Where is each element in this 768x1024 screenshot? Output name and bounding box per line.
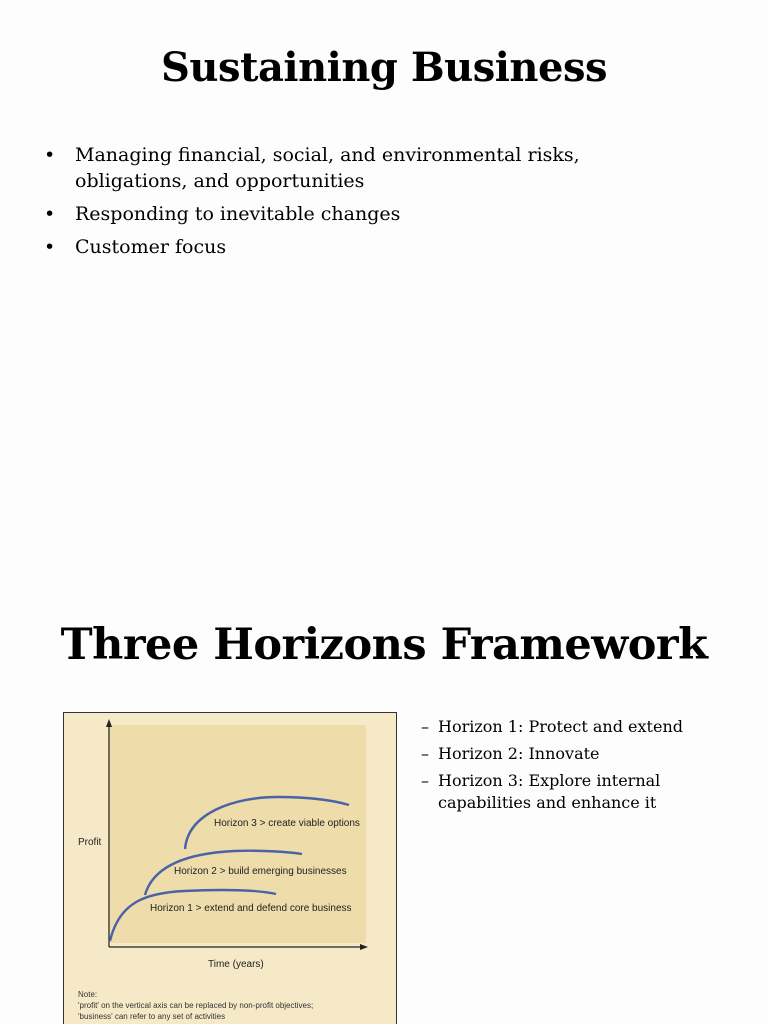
list-item	[421, 770, 751, 814]
horizon-1-label: Horizon 1 > extend and defend core business	[150, 903, 352, 914]
list-item	[44, 234, 664, 260]
bullet-text: Responding to inevitable changes	[75, 203, 401, 225]
horizon-3-label: Horizon 3 > create viable options	[214, 818, 360, 829]
bullet-list	[44, 142, 664, 267]
dash-marker: –	[421, 771, 429, 790]
bullet-text: Customer focus	[75, 236, 227, 258]
note-line: 'profit' on the vertical axis can be replaced by non-profit objectives;	[78, 1001, 314, 1010]
x-axis-arrow-icon	[360, 944, 368, 950]
x-axis-label: Time (years)	[208, 959, 264, 970]
bullet-text: Horizon 2: Innovate	[438, 744, 600, 763]
slide-title: Three Horizons Framework	[60, 620, 708, 670]
y-axis-label: Profit	[78, 837, 102, 848]
dash-marker: –	[421, 744, 429, 763]
bullet-marker: •	[44, 203, 56, 225]
bullet-text: Managing financial, social, and environmental risks, obligations, and opportunities	[75, 144, 580, 192]
slide-title: Sustaining Business	[160, 44, 607, 91]
figure-note	[78, 989, 378, 1022]
horizons-diagram	[64, 713, 397, 1024]
dash-marker: –	[421, 717, 429, 736]
bullet-marker: •	[44, 144, 56, 166]
bullet-text: Horizon 3: Explore internal capabilities and enhance it	[438, 771, 661, 812]
horizon-list	[421, 716, 751, 819]
y-axis-arrow-icon	[106, 719, 112, 727]
horizon-2-label: Horizon 2 > build emerging businesses	[174, 866, 347, 877]
list-item	[421, 716, 751, 738]
list-item	[421, 743, 751, 765]
bullet-text: Horizon 1: Protect and extend	[438, 717, 683, 736]
list-item	[44, 201, 664, 227]
list-item	[44, 142, 664, 194]
bullet-marker: •	[44, 236, 56, 258]
three-horizons-figure	[63, 712, 397, 1024]
note-heading: Note:	[78, 990, 98, 999]
note-line: 'business' can refer to any set of activities	[78, 1012, 226, 1021]
